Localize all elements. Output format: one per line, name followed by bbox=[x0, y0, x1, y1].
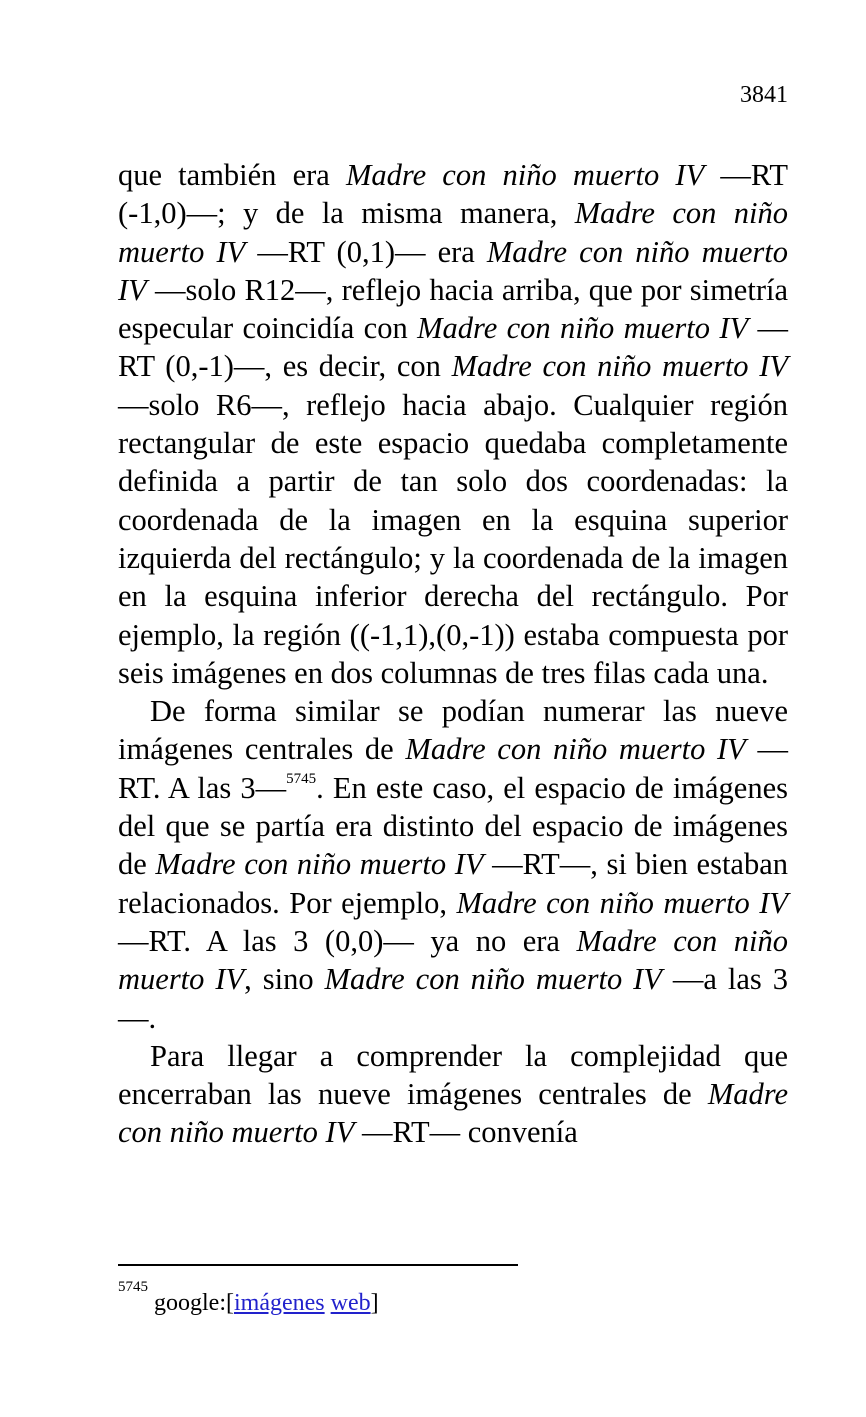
footnote-reference: 5745 bbox=[286, 770, 317, 787]
paragraph bbox=[118, 692, 788, 1037]
footnote-link-images[interactable]: imágenes bbox=[233, 1290, 325, 1316]
footnote-link-web[interactable]: web bbox=[330, 1290, 371, 1316]
text-run: —RT—, si bien estaban relacionados. Por ejemplo, bbox=[118, 847, 788, 920]
artwork-title: Madre con niño muerto IV bbox=[324, 962, 662, 997]
artwork-title: Madre con niño muerto IV bbox=[456, 885, 788, 920]
text-run: Para llegar a comprender la complejidad que encerraban las nueve imágenes centrales de bbox=[118, 1038, 788, 1112]
artwork-title: Madre con niño muerto IV bbox=[417, 311, 749, 346]
body-text bbox=[118, 156, 788, 1152]
paragraph bbox=[118, 156, 788, 692]
artwork-title: Madre con niño muerto IV bbox=[345, 158, 705, 192]
paragraph bbox=[118, 1037, 788, 1152]
footnote-suffix: ] bbox=[370, 1290, 379, 1316]
text-run: —RT (0,-1)—, es decir, con bbox=[118, 311, 788, 384]
text-run: . En este caso, el espacio de imágenes del que se partía era distinto del espacio de imágenes de bbox=[118, 770, 788, 882]
footnote bbox=[118, 1281, 379, 1319]
text-run: —RT. A las 3 (0,0)— ya no era bbox=[118, 923, 577, 958]
text-run: —RT— convenía bbox=[354, 1115, 578, 1150]
text-run: —RT. A las 3— bbox=[118, 732, 789, 805]
artwork-title: Madre con niño muerto IV bbox=[405, 732, 746, 767]
artwork-title: Madre con niño muerto IV bbox=[118, 196, 788, 269]
text-run: —solo R12—, reflejo hacia arriba, que por simetría especular coincidía con bbox=[118, 272, 788, 346]
artwork-title: Madre con niño muerto IV bbox=[118, 1077, 788, 1150]
text-run: —a las 3—. bbox=[118, 962, 789, 1035]
text-run: —RT (0,1)— era bbox=[245, 234, 487, 269]
text-run: —RT (-1,0)—; y de la misma manera, bbox=[118, 158, 788, 231]
text-run: De forma similar se podían numerar las nueve imágenes centrales de bbox=[118, 694, 788, 767]
artwork-title: Madre con niño muerto IV bbox=[118, 923, 788, 997]
artwork-title: Madre con niño muerto IV bbox=[155, 847, 484, 882]
artwork-title: Madre con niño muerto IV bbox=[451, 349, 788, 384]
footnote-marker: 5745 bbox=[118, 1279, 148, 1295]
footnote-separator bbox=[118, 1264, 518, 1266]
footnote-prefix: google:[ bbox=[148, 1290, 234, 1316]
text-run: —solo R6—, reflejo hacia abajo. Cualquier región rectangular de este espacio quedaba completamente definida a partir de tan solo dos coordenadas: la coordenada de la imagen en la esquina superior izquierda del rectángulo; y la coordenada de la imagen en la esquina inferior derecha del rectángulo. Por ejemplo, la región ((-1,1),(0,-1)) estaba compuesta por seis imágenes en dos columnas de tres filas cada una. bbox=[118, 387, 788, 690]
text-run: que también era bbox=[118, 158, 346, 192]
artwork-title: Madre con niño muerto IV bbox=[118, 234, 788, 307]
text-run: , sino bbox=[244, 962, 325, 997]
page-number: 3841 bbox=[740, 82, 788, 108]
